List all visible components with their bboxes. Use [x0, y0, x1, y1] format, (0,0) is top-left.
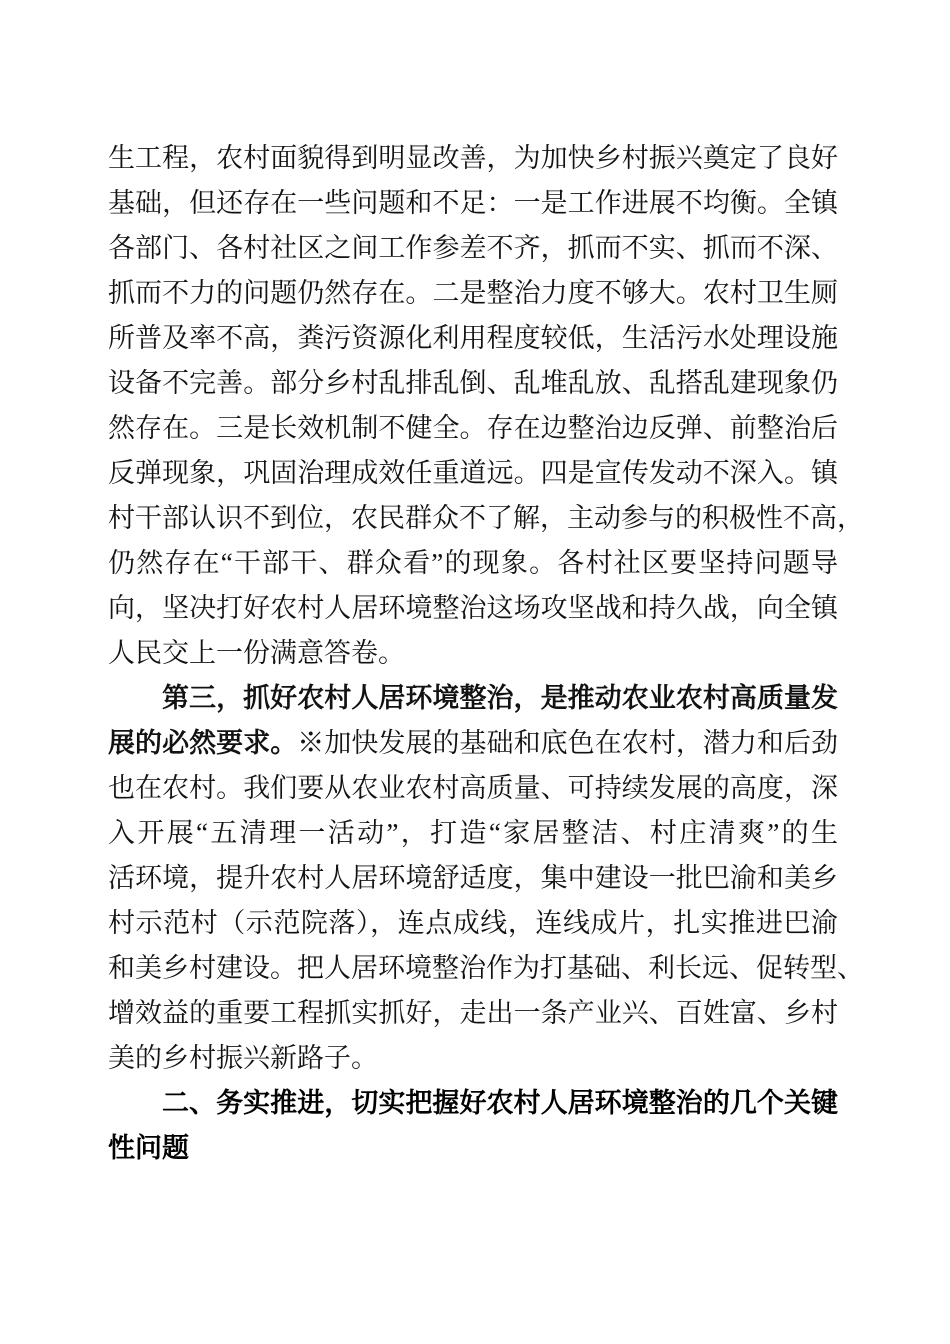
text-segment-body: 也在农村。我们要从农业农村高质量、可持续发展的高度，深	[108, 773, 838, 803]
document-text	[108, 136, 864, 1171]
text-line	[108, 1081, 838, 1126]
text-segment-body: 各部门、各村社区之间工作参差不齐，抓而不实、抓而不深、	[108, 233, 838, 263]
text-line	[108, 811, 838, 856]
text-line	[108, 676, 838, 721]
text-line	[108, 226, 838, 271]
text-line	[108, 856, 838, 901]
text-segment-lead: 第三，抓好农村人居环境整治，是推动农业农村高质量发	[162, 683, 838, 713]
text-segment-body: 仍然存在“干部干、群众看”的现象。各村社区要坚持问题导	[108, 548, 838, 578]
text-segment-body: ※加快发展的基础和底色在农村，潜力和后劲	[297, 728, 839, 758]
text-line	[108, 496, 864, 541]
text-segment-heading: 二、务实推进，切实把握好农村人居环境整治的几个关键	[162, 1088, 838, 1118]
text-segment-body: 反弹现象，巩固治理成效任重道远。四是宣传发动不深入。镇	[108, 458, 838, 488]
text-segment-body: 生工程，农村面貌得到明显改善，为加快乡村振兴奠定了良好	[108, 143, 838, 173]
text-line	[108, 316, 838, 361]
text-segment-body: 入开展“五清理一活动”，打造“家居整洁、村庄清爽”的生	[108, 818, 838, 848]
text-segment-body: 增效益的重要工程抓实抓好，走出一条产业兴、百姓富、乡村	[108, 998, 838, 1028]
text-line	[108, 541, 838, 586]
text-segment-body: 向，坚决打好农村人居环境整治这场攻坚战和持久战，向全镇	[108, 593, 838, 623]
text-line	[108, 631, 838, 676]
text-segment-body: 活环境，提升农村人居环境舒适度，集中建设一批巴渝和美乡	[108, 863, 838, 893]
paragraph-problems-continuation	[108, 136, 864, 676]
text-line	[108, 991, 838, 1036]
text-line	[108, 1036, 838, 1081]
text-segment-body: 抓而不力的问题仍然存在。二是整治力度不够大。农村卫生厕	[108, 278, 838, 308]
text-line	[108, 586, 838, 631]
text-line	[108, 136, 838, 181]
text-line	[108, 766, 838, 811]
text-line	[108, 181, 838, 226]
text-line	[108, 271, 838, 316]
text-line	[108, 451, 838, 496]
text-line	[108, 946, 864, 991]
text-line	[108, 361, 838, 406]
text-segment-body: 美的乡村振兴新路子。	[108, 1043, 378, 1073]
text-line	[108, 406, 838, 451]
paragraph-section-two-heading	[108, 1081, 838, 1171]
paragraph-point-three	[108, 676, 864, 1081]
text-segment-body: 人民交上一份满意答卷。	[108, 638, 405, 668]
text-segment-lead: 展的必然要求。	[108, 728, 298, 758]
text-segment-body: 然存在。三是长效机制不健全。存在边整治边反弹、前整治后	[108, 413, 838, 443]
text-segment-body: 村示范村（示范院落），连点成线，连线成片，扎实推进巴渝	[108, 908, 838, 938]
text-line	[108, 721, 838, 766]
text-segment-body: 基础，但还存在一些问题和不足：一是工作进展不均衡。全镇	[108, 188, 838, 218]
text-segment-body: 和美乡村建设。把人居环境整治作为打基础、利长远、促转型、	[108, 953, 864, 983]
text-segment-body: 村干部认识不到位，农民群众不了解，主动参与的积极性不高，	[108, 503, 864, 533]
text-segment-body: 所普及率不高，粪污资源化利用程度较低，生活污水处理设施	[108, 323, 838, 353]
text-line	[108, 1126, 838, 1171]
text-segment-body: 设备不完善。部分乡村乱排乱倒、乱堆乱放、乱搭乱建现象仍	[108, 368, 838, 398]
text-segment-heading: 性问题	[108, 1133, 189, 1163]
text-line	[108, 901, 838, 946]
